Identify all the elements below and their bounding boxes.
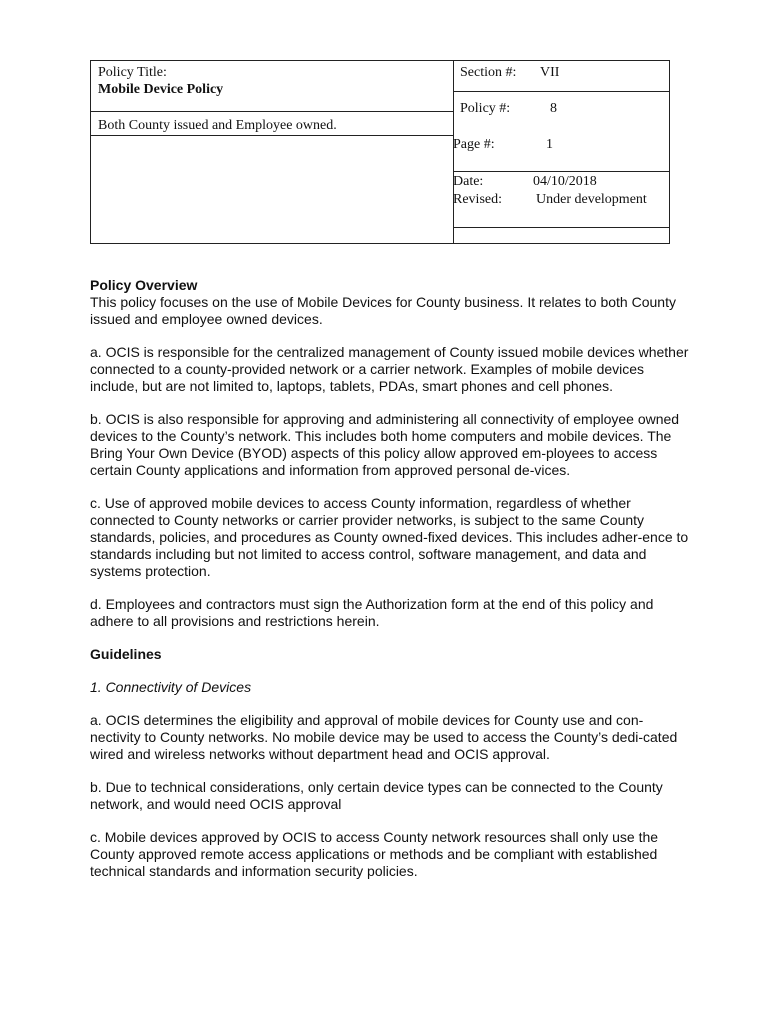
policy-body bbox=[90, 277, 690, 896]
page-value: 1 bbox=[546, 137, 553, 152]
policy-title-label: Policy Title: bbox=[98, 65, 167, 80]
guideline-item-c: c. Mobile devices approved by OCIS to access County network resources shall only use the County approved remote access applications or methods and be compliant with established technical standards and information security policies. bbox=[90, 829, 659, 879]
guideline-item-a: a. OCIS determines the eligibility and approval of mobile devices for County use and con-nectivity to County networks. No mobile device may be used to access the County’s dedi-cated wired and wireless networks without department head and OCIS approval. bbox=[90, 712, 678, 762]
guideline-item-b: b. Due to technical considerations, only certain device types can be connected to the County network, and would need OCIS approval bbox=[90, 779, 663, 812]
guidelines-heading: Guidelines bbox=[90, 646, 162, 662]
table-rule bbox=[91, 111, 453, 112]
overview-item-a: a. OCIS is responsible for the centralized management of County issued mobile devices whether connected to a county-provided network or a carrier network. Examples of mobile devices include, but are not limited to, laptops, tablets, PDAs, smart phones and cell phones. bbox=[90, 344, 689, 394]
policy-overview-heading: Policy Overview bbox=[90, 277, 198, 293]
section-label: Section #: bbox=[460, 65, 517, 80]
revised-label: Revised: bbox=[453, 192, 502, 207]
section-value: VII bbox=[540, 65, 560, 80]
table-rule bbox=[453, 91, 669, 92]
table-rule bbox=[453, 171, 669, 172]
date-label: Date: bbox=[453, 174, 484, 189]
overview-item-b: b. OCIS is also responsible for approving and administering all connectivity of employee owned devices to the County’s network. This includes both home computers and mobile devices. The Bring Your Own Device (BYOD) aspects of this policy allow approved em-ployees to access certain County applications and information from approved personal de-vices. bbox=[90, 411, 680, 478]
policy-header-table bbox=[90, 60, 670, 244]
overview-intro-paragraph: This policy focuses on the use of Mobile Devices for County business. It relates to both County issued and employee owned devices. bbox=[90, 294, 676, 327]
page-label: Page #: bbox=[453, 137, 495, 152]
policy-number-label: Policy #: bbox=[460, 101, 511, 116]
overview-item-c: c. Use of approved mobile devices to access County information, regardless of whether connected to County networks or carrier provider networks, is subject to the same County standards, policies, and procedures as County owned-fixed devices. This includes adher-ence to standards including but not limited to access control, software management, and data and systems protection. bbox=[90, 495, 689, 579]
overview-item-d: d. Employees and contractors must sign the Authorization form at the end of this policy and adhere to all provisions and restrictions herein. bbox=[90, 596, 654, 629]
table-rule bbox=[91, 135, 453, 136]
revised-value: Under development bbox=[536, 192, 647, 207]
policy-title: Mobile Device Policy bbox=[98, 82, 224, 97]
table-rule bbox=[453, 227, 669, 228]
policy-number-value: 8 bbox=[550, 101, 557, 116]
policy-scope: Both County issued and Employee owned. bbox=[98, 118, 337, 133]
date-value: 04/10/2018 bbox=[533, 174, 597, 189]
guidelines-subheading: 1. Connectivity of Devices bbox=[90, 679, 252, 695]
